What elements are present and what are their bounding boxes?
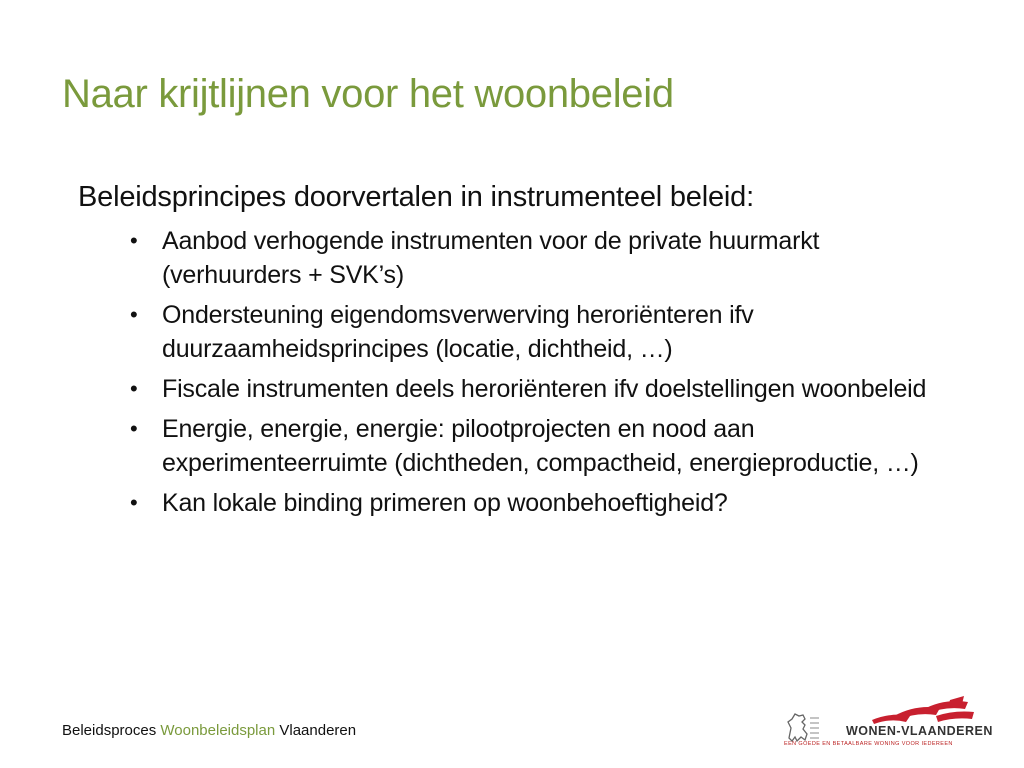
bullet-text: Energie, energie, energie: pilootprojecten en nood aan experimenteerruimte (dichtheden, compactheid, energieproductie, …): [162, 415, 919, 477]
bullet-item: [130, 298, 952, 366]
logo-tagline: EEN GOEDE EN BETAALBARE WONING VOOR IEDEREEN: [784, 741, 953, 747]
slide-title: Naar krijtlijnen voor het woonbeleid: [62, 72, 674, 116]
footer-text: [62, 722, 356, 739]
bullet-item: [130, 412, 952, 480]
bullet-dot: •: [130, 302, 138, 327]
footer-part-2: Woonbeleidsplan: [160, 722, 276, 739]
bullet-item: [130, 224, 952, 292]
bullet-dot: •: [130, 490, 138, 515]
footer-part-3: Vlaanderen: [275, 722, 357, 739]
bullet-text: Ondersteuning eigendomsverwerving heroriënteren ifv duurzaamheidsprincipes (locatie, dichtheid, …): [162, 301, 754, 363]
lead-text: [78, 178, 978, 216]
bullet-dot: •: [130, 228, 138, 253]
lead-label: Beleidsprincipes doorvertalen in instrumenteel beleid: [78, 181, 747, 213]
bullet-dot: •: [130, 416, 138, 441]
bullet-item: [130, 372, 952, 406]
bullet-item: [130, 486, 952, 520]
bullet-text: Aanbod verhogende instrumenten voor de private huurmarkt (verhuurders + SVK’s): [162, 227, 820, 289]
bullet-list: [78, 224, 978, 520]
footer-part-1: Beleidsproces: [62, 722, 161, 739]
bullet-dot: •: [130, 376, 138, 401]
bullet-text: Fiscale instrumenten deels heroriënteren ifv doelstellingen woonbeleid: [162, 375, 927, 403]
lead-colon: :: [746, 181, 754, 213]
slide-content: [78, 178, 978, 526]
logo-wordmark: WONEN-VLAANDEREN: [846, 724, 993, 738]
bullet-text: Kan lokale binding primeren op woonbehoeftigheid?: [162, 489, 728, 517]
